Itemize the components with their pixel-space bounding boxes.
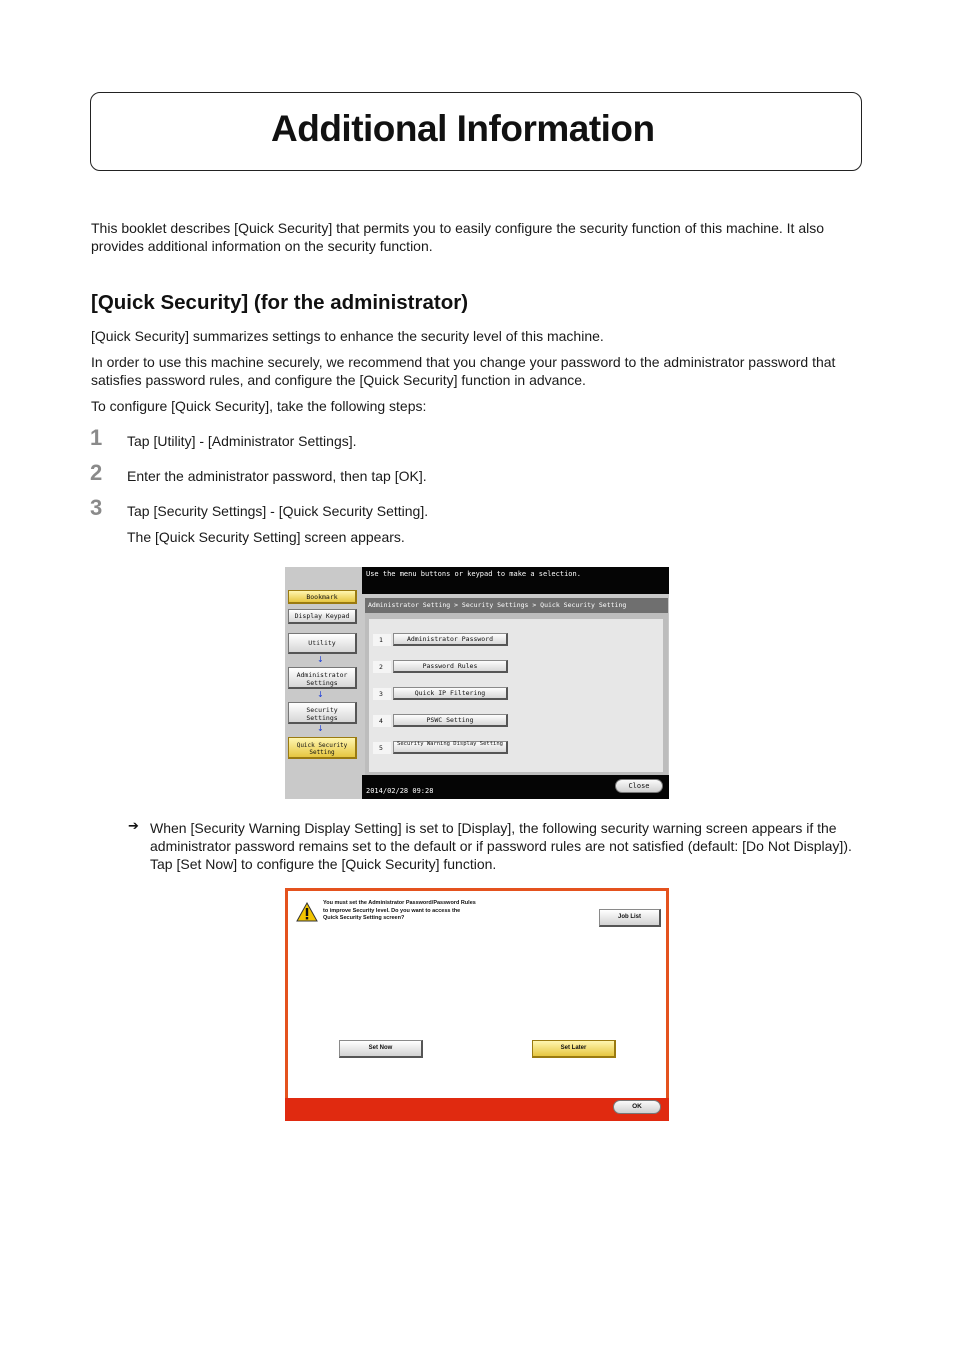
step-3-result: The [Quick Security Setting] screen appears. — [127, 529, 405, 545]
quick-security-setting-button[interactable]: Quick Security Setting — [288, 737, 357, 759]
section-heading: [Quick Security] (for the administrator) — [91, 291, 469, 314]
down-arrow-icon: ↓ — [317, 655, 324, 664]
quick-ip-filtering-button[interactable]: Quick IP Filtering — [393, 687, 508, 700]
password-rules-button[interactable]: Password Rules — [393, 660, 508, 673]
warning-message — [323, 900, 476, 923]
display-keypad-button[interactable]: Display Keypad — [288, 609, 357, 624]
job-list-button[interactable]: Job List — [599, 909, 661, 927]
section-paragraph-3: To configure [Quick Security], take the following steps: — [91, 398, 427, 414]
item-number: 4 — [373, 715, 391, 727]
section-paragraph-1: [Quick Security] summarizes settings to enhance the security level of this machine. — [91, 328, 604, 344]
step-text-3: Tap [Security Settings] - [Quick Security Setting]. — [127, 503, 429, 519]
security-settings-button[interactable]: Security Settings — [288, 702, 357, 724]
down-arrow-icon: ↓ — [317, 690, 324, 699]
status-bar: 2014/02/28 09:28 — [362, 775, 669, 799]
note-line-2: administrator password remains set to the default or if password rules are not satisfied (default: [Do Not Display]). — [150, 838, 852, 854]
pswc-setting-button[interactable]: PSWC Setting — [393, 714, 508, 727]
chapter-title-box — [90, 92, 862, 171]
bottom-bar — [285, 1098, 669, 1121]
security-warning-screenshot — [285, 888, 669, 1121]
set-later-button[interactable]: Set Later — [532, 1040, 616, 1058]
note-line-3: Tap [Set Now] to configure the [Quick Security] function. — [150, 856, 497, 872]
warning-message-line: Quick Security Setting screen? — [323, 915, 405, 921]
item-number: 5 — [373, 742, 391, 754]
administrator-settings-button[interactable]: Administrator Settings — [288, 667, 357, 689]
step-number-3: 3 — [90, 495, 103, 520]
warning-message-line: to improve Security level. Do you want to access the — [323, 907, 461, 914]
section-paragraph-2: In order to use this machine securely, we recommend that you change your password to the administrator password that satisfies password rules, and configure the [Quick Security] function in advance. — [91, 354, 836, 388]
note-line-1: When [Security Warning Display Setting] is set to [Display], the following security warning screen appears if the — [150, 820, 837, 836]
bookmark-button[interactable]: Bookmark — [288, 590, 357, 604]
intro-paragraph: This booklet describes [Quick Security] that permits you to easily configure the security function of this machine. It also provides additional information on the security function. — [91, 220, 825, 254]
utility-button[interactable]: Utility — [288, 633, 357, 654]
warning-message-line: You must set the Administrator Password/Password Rules — [323, 900, 476, 906]
step-number-2: 2 — [90, 460, 103, 485]
close-button[interactable]: Close — [615, 779, 663, 793]
instruction-bar: Use the menu buttons or keypad to make a selection. — [362, 567, 669, 594]
item-number: 3 — [373, 688, 391, 700]
item-number: 1 — [373, 634, 391, 646]
step-text-2: Enter the administrator password, then tap [OK]. — [127, 468, 427, 484]
step-number-1: 1 — [90, 425, 103, 450]
administrator-password-button[interactable]: Administrator Password — [393, 633, 508, 646]
note-arrow-icon: ➔ — [128, 819, 139, 834]
page-title: Additional Information — [271, 108, 655, 149]
down-arrow-icon: ↓ — [317, 724, 324, 733]
quick-security-setting-screenshot — [285, 567, 669, 799]
security-warning-display-setting-button[interactable]: Security Warning Display Setting — [393, 741, 508, 754]
warning-icon — [296, 902, 318, 922]
ok-button[interactable]: OK — [613, 1100, 661, 1114]
item-number: 2 — [373, 661, 391, 673]
set-now-button[interactable]: Set Now — [339, 1040, 423, 1058]
breadcrumb: Administrator Setting > Security Settings > Quick Security Setting — [365, 598, 668, 613]
step-text-1: Tap [Utility] - [Administrator Settings]. — [127, 433, 357, 449]
